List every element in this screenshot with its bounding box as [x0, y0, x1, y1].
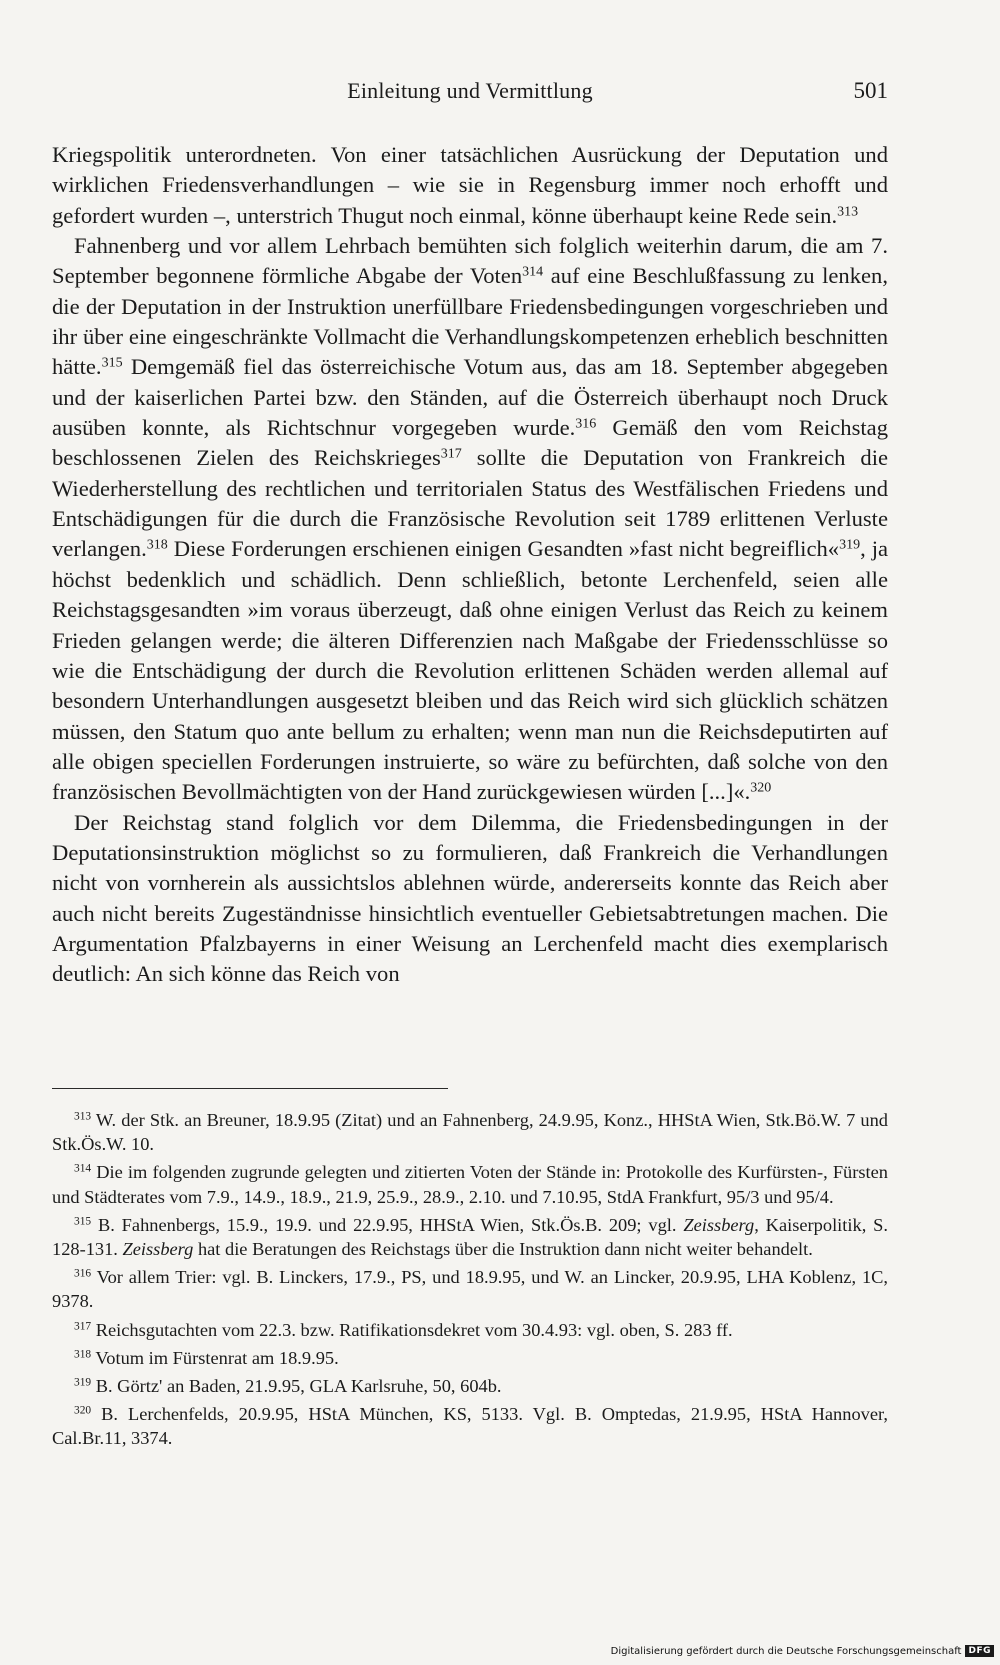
- text-run: Die im folgenden zugrunde gelegten und zitierten Voten der Stände in: Protokolle des Kurfürsten-, Fürsten und Städterates vom 7.9., 14.9., 18.9., 21.9, 25.9., 28.9., 2.10. und 7.10.95, StdA Frankfurt, 95/3 und 95/4.: [52, 1162, 888, 1207]
- footnotes: [52, 1108, 888, 1455]
- text-run: auf eine Beschlußfassung zu lenken, die der Deputation in der Instruktion unerfüllbare Friedensbedingungen vorgeschrieben und ihr über eine eingeschränkte Vollmacht die Verhandlungskompetenzen erheblich beschnitten hätte.: [52, 263, 888, 380]
- footnote-marker: 319: [839, 537, 861, 553]
- footnote: [52, 1213, 888, 1261]
- footnote-number: 314: [74, 1163, 92, 1176]
- text-run: Diese Forderungen erschienen einigen Gesandten »fast nicht begreiflich«: [167, 536, 840, 562]
- text-run: Der Reichstag stand folglich vor dem Dilemma, die Friedensbedingungen in der Deputationsinstruktion möglichst so zu formulieren, daß Frankreich die Verhandlungen nicht von vornherein als aussichtslos ablehnen würde, andererseits konnte das Reich aber auch nicht bereits Zugeständnisse hinsichtlich eventueller Gebietsabtretungen machen. Die Argumentation Pfalzbayerns in einer Weisung an Lerchenfeld macht dies exemplarisch deutlich: An sich könne das Reich von: [52, 809, 888, 987]
- italic-author-name: Zeissberg: [683, 1214, 755, 1235]
- footnote-number: 315: [74, 1215, 92, 1228]
- paragraph: [52, 808, 888, 990]
- text-run: Votum im Fürstenrat am 18.9.95.: [95, 1347, 339, 1368]
- text-run: , Kaiserpolitik, S. 128-131.: [52, 1214, 888, 1260]
- footnote-marker: 317: [440, 446, 462, 462]
- page-number: 501: [853, 78, 888, 103]
- text-run: Vor allem Trier: vgl. B. Linckers, 17.9., PS, und 18.9.95, und W. an Lincker, 20.9.95, LHA Koblenz, 1C, 9378.: [52, 1267, 889, 1312]
- footnote-marker: 313: [837, 203, 859, 219]
- credit-text: Digitalisierung gefördert durch die Deutsche Forschungsgemeinschaft: [610, 1645, 962, 1657]
- text-run: B. Fahnenbergs, 15.9., 19.9. und 22.9.95, HHStA Wien, Stk.Ös.B. 209; vgl.: [97, 1214, 684, 1235]
- footnote-number: 320: [74, 1404, 92, 1417]
- paragraph: [52, 231, 888, 808]
- italic-author-name: Zeissberg: [122, 1239, 194, 1260]
- text-run: Fahnenberg und vor allem Lehrbach bemühten sich folglich weiterhin darum, die am 7. September begonnene förmliche Abgabe der Voten: [52, 233, 888, 289]
- footnote-marker: 316: [575, 416, 597, 432]
- footnote: [52, 1346, 888, 1370]
- text-run: sollte die Deputation von Frankreich die Wiederherstellung des rechtlichen und territorialen Status des Westfälischen Friedens und Entschädigungen für die durch die Französische Revolution seit 1789 erlittenen Verluste verlangen.: [52, 445, 888, 562]
- text-run: B. Görtz' an Baden, 21.9.95, GLA Karlsruhe, 50, 604b.: [95, 1376, 502, 1397]
- text-run: Kriegspolitik unterordneten. Von einer tatsächlichen Ausrückung der Deputation und wirklichen Friedensverhandlungen – wie sie in Regensburg immer noch erhofft und gefordert wurden –, unterstrich Thugut noch einmal, könne überhaupt keine Rede sein.: [52, 142, 888, 228]
- footnote: [52, 1160, 888, 1208]
- footnote-number: 319: [74, 1376, 92, 1389]
- dfg-logo: DFG: [965, 1645, 994, 1657]
- text-run: Gemäß den vom Reichstag beschlossenen Zielen des Reichskrieges: [52, 415, 888, 471]
- footnote-number: 316: [74, 1267, 92, 1280]
- footnote: [52, 1402, 888, 1450]
- text-run: B. Lerchenfelds, 20.9.95, HStA München, KS, 5133. Vgl. B. Omptedas, 21.9.95, HStA Hannover, Cal.Br.11, 3374.: [52, 1404, 888, 1449]
- footnote-number: 318: [74, 1348, 92, 1361]
- running-title: Einleitung und Vermittlung: [347, 78, 593, 103]
- digitization-credit: [611, 1645, 994, 1657]
- text-run: hat die Beratungen des Reichstags über die Instruktion dann nicht weiter behandelt.: [193, 1239, 813, 1260]
- text-run: Reichsgutachten vom 22.3. bzw. Ratifikationsdekret vom 30.4.93: vgl. oben, S. 283 ff.: [95, 1319, 733, 1340]
- footnote-separator: [52, 1088, 448, 1089]
- footnote-number: 317: [74, 1320, 92, 1333]
- footnote-marker: 318: [146, 537, 168, 553]
- footnote: [52, 1265, 888, 1313]
- paragraph: [52, 140, 888, 231]
- footnote: [52, 1374, 888, 1398]
- footnote-marker: 315: [101, 355, 123, 371]
- footnote: [52, 1318, 888, 1342]
- footnote-marker: 314: [522, 264, 544, 280]
- footnote-number: 313: [74, 1110, 92, 1123]
- text-run: Demgemäß fiel das österreichische Votum aus, das am 18. September abgegeben und der kaiserlichen Partei bzw. den Ständen, auf die Österreich überhaupt noch Druck ausüben konnte, als Richtschnur vorgegeben wurde.: [52, 354, 888, 441]
- body-text: [52, 140, 888, 990]
- page-header: [52, 78, 888, 110]
- footnote-marker: 320: [750, 780, 772, 796]
- text-run: W. der Stk. an Breuner, 18.9.95 (Zitat) und an Fahnenberg, 24.9.95, Konz., HHStA Wien, Stk.Bö.W. 7 und Stk.Ös.W. 10.: [52, 1110, 888, 1155]
- footnote: [52, 1108, 888, 1156]
- text-run: , ja höchst bedenklich und schädlich. Denn schließlich, betonte Lerchenfeld, seien alle Reichstagsgesandten »im voraus überzeugt, daß ohne einigen Verlust das Reich zu keinem Frieden gelangen werde; die älteren Differenzien nach Maßgabe der Friedensschlüsse so wie die Entschädigung der durch die Revolution erlittenen Schäden werden allemal auf besondern Unterhandlungen ausgesetzt bleiben und das Reich wird sich glücklich schätzen müssen, den Statum quo ante bellum zu erhalten; wenn man nun die Reichsdeputirten auf alle obigen speciellen Forderungen instruierte, so wäre zu befürchten, daß solche von den französischen Bevollmächtigten von der Hand zurückgewiesen würden [...]«.: [52, 536, 888, 805]
